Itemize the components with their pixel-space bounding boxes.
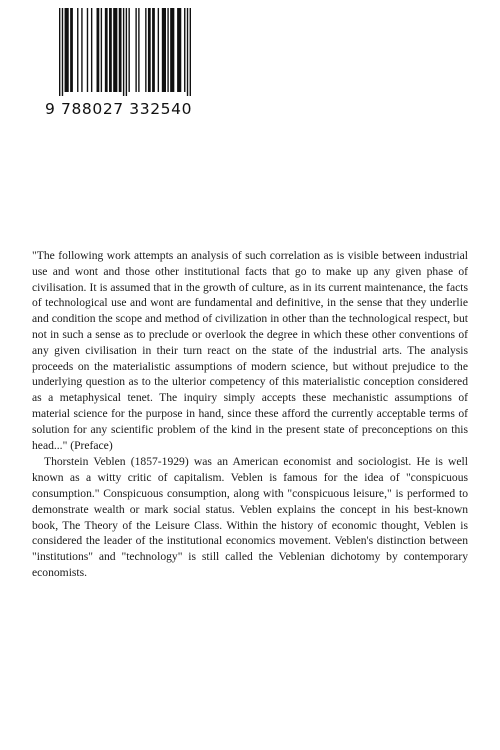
barcode-bar <box>177 8 181 92</box>
barcode-bar <box>119 8 122 92</box>
isbn-barcode <box>45 8 195 128</box>
barcode-bar <box>187 8 188 96</box>
barcode-bar <box>62 8 63 96</box>
barcode-bar <box>145 8 146 92</box>
barcode-bar <box>123 8 124 96</box>
barcode-bar <box>97 8 100 92</box>
barcode-bar <box>135 8 136 92</box>
back-cover-blurb <box>32 248 468 581</box>
barcode-bar <box>105 8 108 92</box>
barcode-bar <box>113 8 117 92</box>
barcode-bar <box>184 8 185 92</box>
barcode-bar <box>162 8 166 92</box>
preface-quote: "The following work attempts an analysis of such correlation as is visible between industrial use and wont and those other institutional facts that go to make up any given phase of civilisation. It is assumed that in the growth of culture, as in its current maintenance, the facts of technological use and wont are fundamental and definitive, in the sense that they underlie and condition the scope and method of civilization in other than the technological respect, but not in such a sense as to preclude or overlook the degree in which these other conventions of any given civilisation in their turn react on the state of the industrial arts. The analysis proceeds on the materialistic assumptions of modern science, but without prejudice to the underlying question as to the ulterior competency of this materialistic conception considered as a metaphysical tenet. The inquiry simply accepts these mechanistic assumptions of material science for the purpose in hand, since these afford the currently acceptable terms of solution for any scientific problem of the kind in the present state of preconceptions on this head..." (Preface) <box>32 249 468 452</box>
barcode-bar <box>152 8 155 92</box>
barcode-bar <box>167 8 168 92</box>
barcode-bar <box>77 8 78 92</box>
barcode-number: 9 788027 332540 <box>45 100 193 118</box>
barcode-bars <box>59 8 191 96</box>
barcode-bar <box>138 8 139 92</box>
author-bio: Thorstein Veblen (1857-1929) was an American economist and sociologist. He is well known as a witty critic of capitalism. Veblen is famous for the idea of "conspicuous consumption." Conspicuous consumption, along with "conspicuous leisure," is performed to demonstrate wealth or mark social status. Veblen explains the concept in his best-known book, The Theory of the Leisure Class. Within the history of economic thought, Veblen is considered the leader of the institutional economics movement. Veblen's distinction between "institutions" and "technology" is still called the Veblenian dichotomy by contemporary economists. <box>32 455 468 579</box>
barcode-bar <box>65 8 69 92</box>
barcode-bar <box>59 8 60 96</box>
barcode-bar <box>109 8 112 92</box>
barcode-bar <box>126 8 127 96</box>
barcode-bar <box>190 8 191 96</box>
barcode-bar <box>158 8 159 92</box>
barcode-bar <box>148 8 151 92</box>
barcode-bar <box>101 8 102 92</box>
barcode-bar <box>170 8 174 92</box>
barcode-bar <box>81 8 82 92</box>
barcode-bar <box>87 8 88 92</box>
barcode-bar <box>128 8 129 92</box>
barcode-bar <box>91 8 92 92</box>
barcode-bar <box>70 8 73 92</box>
